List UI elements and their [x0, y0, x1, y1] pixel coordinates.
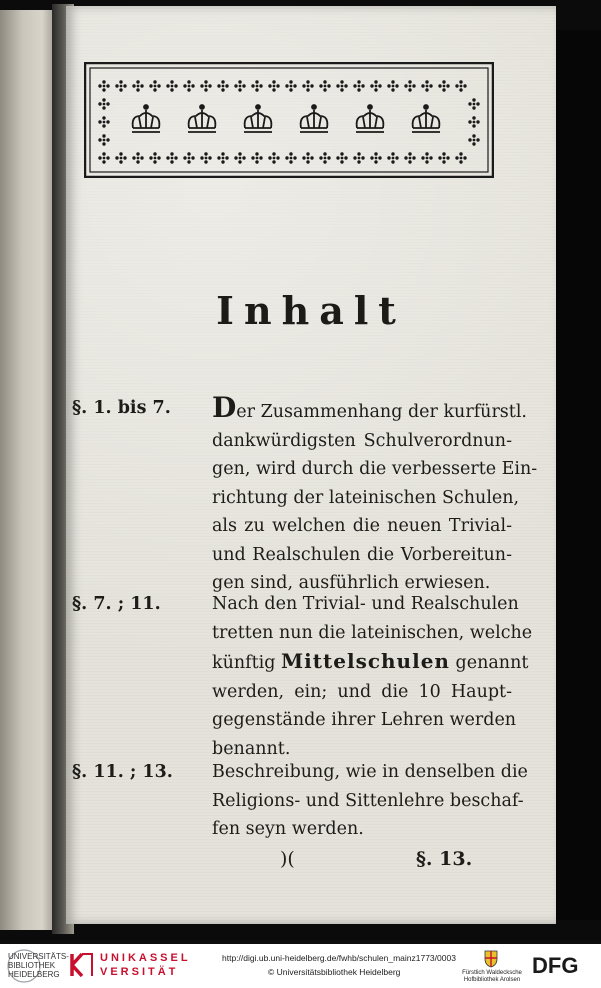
fleuron-ornament: [302, 152, 313, 163]
label-line: UNIKASSEL: [100, 952, 191, 964]
fleuron-ornament: [421, 152, 432, 163]
text-line: gen sind, ausführlich erwiesen.: [212, 573, 491, 593]
waldeck-crest-icon: [483, 948, 499, 968]
fleuron-ornament: [336, 152, 347, 163]
fleuron-ornament: [370, 152, 381, 163]
text-line: werden, ein; und die 10 Haupt-: [212, 681, 512, 702]
fleuron-ornament: [200, 80, 211, 91]
fleuron-ornament: [302, 80, 313, 91]
label-line: VERSITÄT: [100, 966, 179, 978]
fleuron-ornament: [183, 80, 194, 91]
label-line: Fürstlich Waldecksche: [462, 970, 522, 976]
dfg-logo: DFG: [532, 953, 579, 978]
fleuron-ornament: [336, 80, 347, 91]
fleuron-ornament: [468, 116, 479, 127]
book-page: [66, 6, 556, 924]
fleuron-ornament: [132, 152, 143, 163]
fleuron-ornament: [404, 152, 415, 163]
fleuron-ornament: [98, 134, 109, 145]
fleuron-ornament: [319, 80, 330, 91]
label-line: HEIDELBERG: [8, 970, 60, 979]
text-line: [212, 647, 529, 678]
text-fragment: genannt: [455, 653, 529, 673]
kassel-logo-icon: [68, 950, 96, 980]
crown-icon: [132, 105, 160, 132]
fleuron-ornament: [438, 80, 449, 91]
fleuron-ornament: [285, 80, 296, 91]
fleuron-ornament: [370, 80, 381, 91]
fleuron-ornament: [455, 80, 466, 91]
text-line: benannt.: [212, 738, 291, 759]
crown-icon: [188, 105, 216, 132]
text-line: fen seyn werden.: [212, 819, 364, 839]
label-line: Hofbibliothek Arolsen: [463, 977, 521, 983]
crown-icon: [356, 105, 384, 132]
entry-text: [212, 590, 533, 763]
fleuron-ornament: [268, 80, 279, 91]
fleuron-ornament: [404, 80, 415, 91]
fleuron-ornament: [234, 152, 245, 163]
fleuron-ornament: [268, 152, 279, 163]
kassel-university-label: [100, 951, 191, 979]
paragraph-reference: §. 11. ; 13.: [72, 762, 173, 782]
footer-bar: [0, 944, 601, 988]
fleuron-ornament: [234, 80, 245, 91]
source-url-link[interactable]: http://digi.ub.uni-heidelberg.de/fwhb/schulen_mainz1773/0003: [222, 953, 456, 963]
fleuron-ornament: [217, 152, 228, 163]
crown-icon: [300, 105, 328, 132]
page-title: Inhalt: [216, 288, 406, 333]
text-fragment: künftig: [212, 653, 276, 673]
fleuron-ornament: [319, 152, 330, 163]
fleuron-ornament: [115, 152, 126, 163]
text-line: Beschreibung, wie in denselben die: [212, 762, 528, 782]
catchword: §. 13.: [416, 848, 473, 870]
text-line: Religions- und Sittenlehre beschaf-: [212, 790, 524, 811]
fleuron-ornament: [183, 152, 194, 163]
fleuron-ornament: [438, 152, 449, 163]
entry-text: [212, 758, 528, 844]
fleuron-ornament: [455, 152, 466, 163]
fleuron-ornament: [149, 80, 160, 91]
fleuron-ornament: [115, 80, 126, 91]
waldeck-library-label: [455, 970, 529, 984]
fleuron-ornament: [166, 80, 177, 91]
fleuron-ornament: [166, 152, 177, 163]
crown-icon: [412, 105, 440, 132]
fleuron-ornament: [132, 80, 143, 91]
fleuron-ornament: [217, 80, 228, 91]
fleuron-ornament: [468, 134, 479, 145]
fleuron-ornament: [149, 152, 160, 163]
fleuron-ornament: [98, 98, 109, 109]
fleuron-ornament: [353, 152, 364, 163]
text-line: als zu welchen die neuen Trivial-: [212, 516, 512, 536]
fleuron-ornament: [251, 152, 262, 163]
ornament-border: [84, 62, 494, 178]
left-page-edge: [0, 10, 56, 930]
text-line: und Realschulen die Vorbereitun-: [212, 544, 512, 565]
fleuron-ornament: [421, 80, 432, 91]
copyright-notice: © Universitätsbibliothek Heidelberg: [268, 967, 401, 977]
label-line: BIBLIOTHEK: [8, 961, 56, 970]
text-line: dankwürdigsten Schulverordnun-: [212, 430, 512, 451]
fleuron-ornament: [468, 98, 479, 109]
paragraph-reference: §. 7. ; 11.: [72, 594, 161, 614]
crown-icon: [244, 105, 272, 132]
fleuron-ornament: [98, 116, 109, 127]
fleuron-ornament: [387, 152, 398, 163]
paragraph-reference: §. 1. bis 7.: [72, 398, 171, 418]
label-line: UNIVERSITÄTS-: [8, 952, 69, 961]
text-line: Der Zusammenhang der kurfürstl.: [212, 391, 527, 424]
entry-text: [212, 391, 538, 598]
text-line: gegenstände ihrer Lehren werden: [212, 710, 517, 730]
fleuron-ornament: [98, 152, 109, 163]
fleuron-ornament: [251, 80, 262, 91]
right-background: [556, 30, 601, 920]
emphasized-term: Mittelschulen: [281, 649, 450, 673]
fleuron-ornament: [387, 80, 398, 91]
text-line: tretten nun die lateinischen, welche: [212, 622, 533, 643]
text-line: gen, wird durch die verbesserte Ein-: [212, 459, 538, 479]
fleuron-ornament: [353, 80, 364, 91]
heidelberg-library-label: [8, 952, 68, 979]
fleuron-ornament: [285, 152, 296, 163]
fleuron-ornament: [200, 152, 211, 163]
text-line: Nach den Trivial- und Realschulen: [212, 594, 519, 614]
fleuron-ornament: [98, 80, 109, 91]
signature-mark: )(: [280, 848, 295, 870]
text-line: richtung der lateinischen Schulen,: [212, 487, 520, 508]
